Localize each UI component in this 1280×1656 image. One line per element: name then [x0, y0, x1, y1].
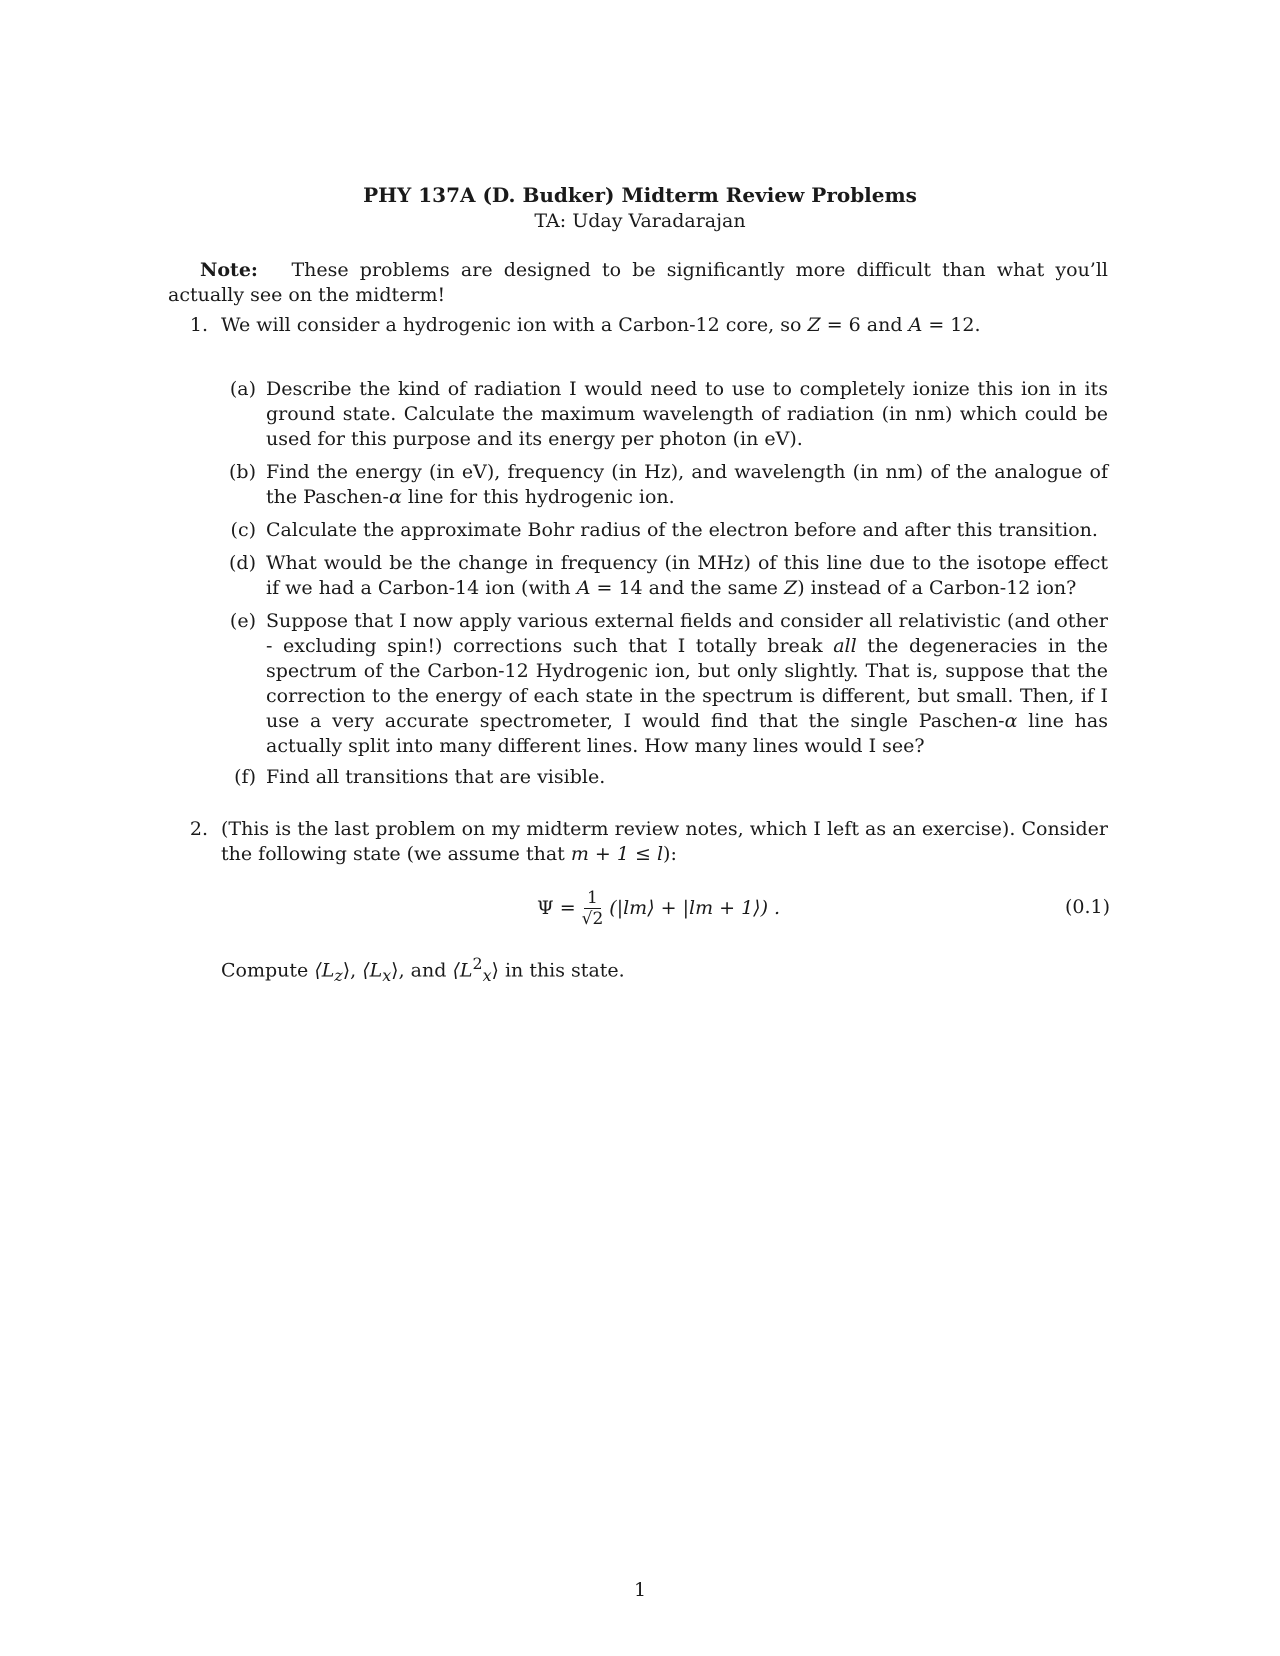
note-paragraph [168, 258, 1108, 308]
problem-1-number: 1. [189, 314, 208, 336]
note-text: These problems are designed to be significantly more difficult than what you’ll actually see on the midterm! [168, 259, 1109, 306]
problem-2-text [221, 817, 1108, 867]
equation-row [0, 878, 1280, 938]
document-title: PHY 137A (D. Budker) Midterm Review Problems [363, 183, 917, 207]
equation-lhs: Ψ = [537, 896, 576, 919]
symbol-alpha: α [388, 486, 402, 508]
part-f-text: Find all transitions that are visible. [266, 766, 606, 788]
part-c-text: Calculate the approximate Bohr radius of the electron before and after this transition. [266, 519, 1098, 541]
problem-1-intro [221, 313, 1108, 338]
subscript-x: x [382, 966, 392, 986]
part-e-text-3: line has actually split into many different lines. How many lines would I see? [266, 710, 1108, 757]
symbol-a: A [576, 577, 591, 599]
part-a-text: Describe the kind of radiation I would need to use to completely ionize this ion in its ground state. Calculate the maximum wavelength of radiation (in nm) which could be used for this purpose and its energy per photon (in eV). [266, 378, 1108, 450]
part-d-label: (d) [229, 552, 256, 574]
part-e-text-1: Suppose that I now apply various external fields and consider all relativistic (and other - excluding spin!) corrections such that I totally break [266, 610, 1108, 657]
part-f-label: (f) [234, 766, 256, 788]
part-d-text [266, 551, 1108, 601]
bracket-close: ⟩ [491, 959, 499, 982]
problem-2-text-2: ): [663, 843, 677, 865]
symbol-a: A [908, 314, 923, 336]
page-number: 1 [633, 1579, 647, 1601]
part-c-label: (c) [230, 519, 256, 541]
part-a-label: (a) [229, 378, 256, 400]
part-b-label: (b) [229, 461, 256, 483]
part-b-text-1: Find the energy (in eV), frequency (in Hz), and wavelength (in nm) of the analogue of the Paschen- [266, 461, 1108, 508]
subscript-x: x [482, 966, 492, 986]
subscript-z: z [334, 966, 343, 986]
bracket-close: ⟩ [342, 959, 351, 982]
symbol-alpha: α [1004, 710, 1018, 732]
part-e-text-2: the degeneracies in the spectrum of the Carbon-12 Hydrogenic ion, but only slightly. That is, suppose that the correction to the energy of each state in the spectrum is different, but small. Then, if I use a very accurate spectrometer, I would find that the single Paschen- [266, 635, 1108, 732]
problem-2-text-1: (This is the last problem on my midterm review notes, which I left as an exercise). Consider the following state (we assume that [221, 818, 1108, 865]
separator: , [350, 959, 363, 982]
compute-text-2: in this state. [498, 959, 625, 982]
symbol-z: Z [807, 314, 821, 336]
part-d-text-2: = 14 and the same [590, 577, 784, 599]
condition-expression: m + 1 ≤ l [570, 843, 664, 865]
fraction-numerator: 1 [584, 888, 601, 909]
symbol-z: Z [783, 577, 798, 599]
equation-rhs: (|lm⟩ + |lm + 1⟩) . [609, 896, 781, 919]
fraction-denominator: √2 [581, 908, 604, 929]
expectation-lx2: ⟨L [452, 959, 473, 982]
expectation-lx: ⟨L [362, 959, 383, 982]
superscript-2: 2 [472, 954, 483, 973]
equation-fraction [582, 888, 604, 929]
compute-text-1: Compute [221, 959, 315, 982]
problem-2-number: 2. [189, 818, 208, 840]
equation-number: (0.1) [1064, 896, 1110, 918]
part-e-label: (e) [229, 610, 256, 632]
bracket-close: ⟩ [391, 959, 399, 982]
part-e-text [266, 609, 1108, 759]
note-label: Note: [200, 259, 258, 281]
expectation-lz: ⟨L [314, 959, 335, 982]
document-subtitle: TA: Uday Varadarajan [534, 210, 746, 232]
part-b-text-2: line for this hydrogenic ion. [401, 486, 675, 508]
emphasis-all: all [833, 635, 857, 657]
problem-1-intro-text: We will consider a hydrogenic ion with a Carbon-12 core, so [221, 314, 808, 336]
equation [537, 878, 780, 938]
problem-1-intro-text-3: = 12. [922, 314, 981, 336]
separator: , and [398, 959, 453, 982]
compute-line [221, 951, 1108, 988]
part-b-text [266, 460, 1108, 510]
problem-1-intro-text-2: = 6 and [820, 314, 909, 336]
part-d-text-1: What would be the change in frequency (in MHz) of this line due to the isotope effect if we had a Carbon-14 ion (with [266, 552, 1108, 599]
part-d-text-3: ) instead of a Carbon-12 ion? [797, 577, 1077, 599]
